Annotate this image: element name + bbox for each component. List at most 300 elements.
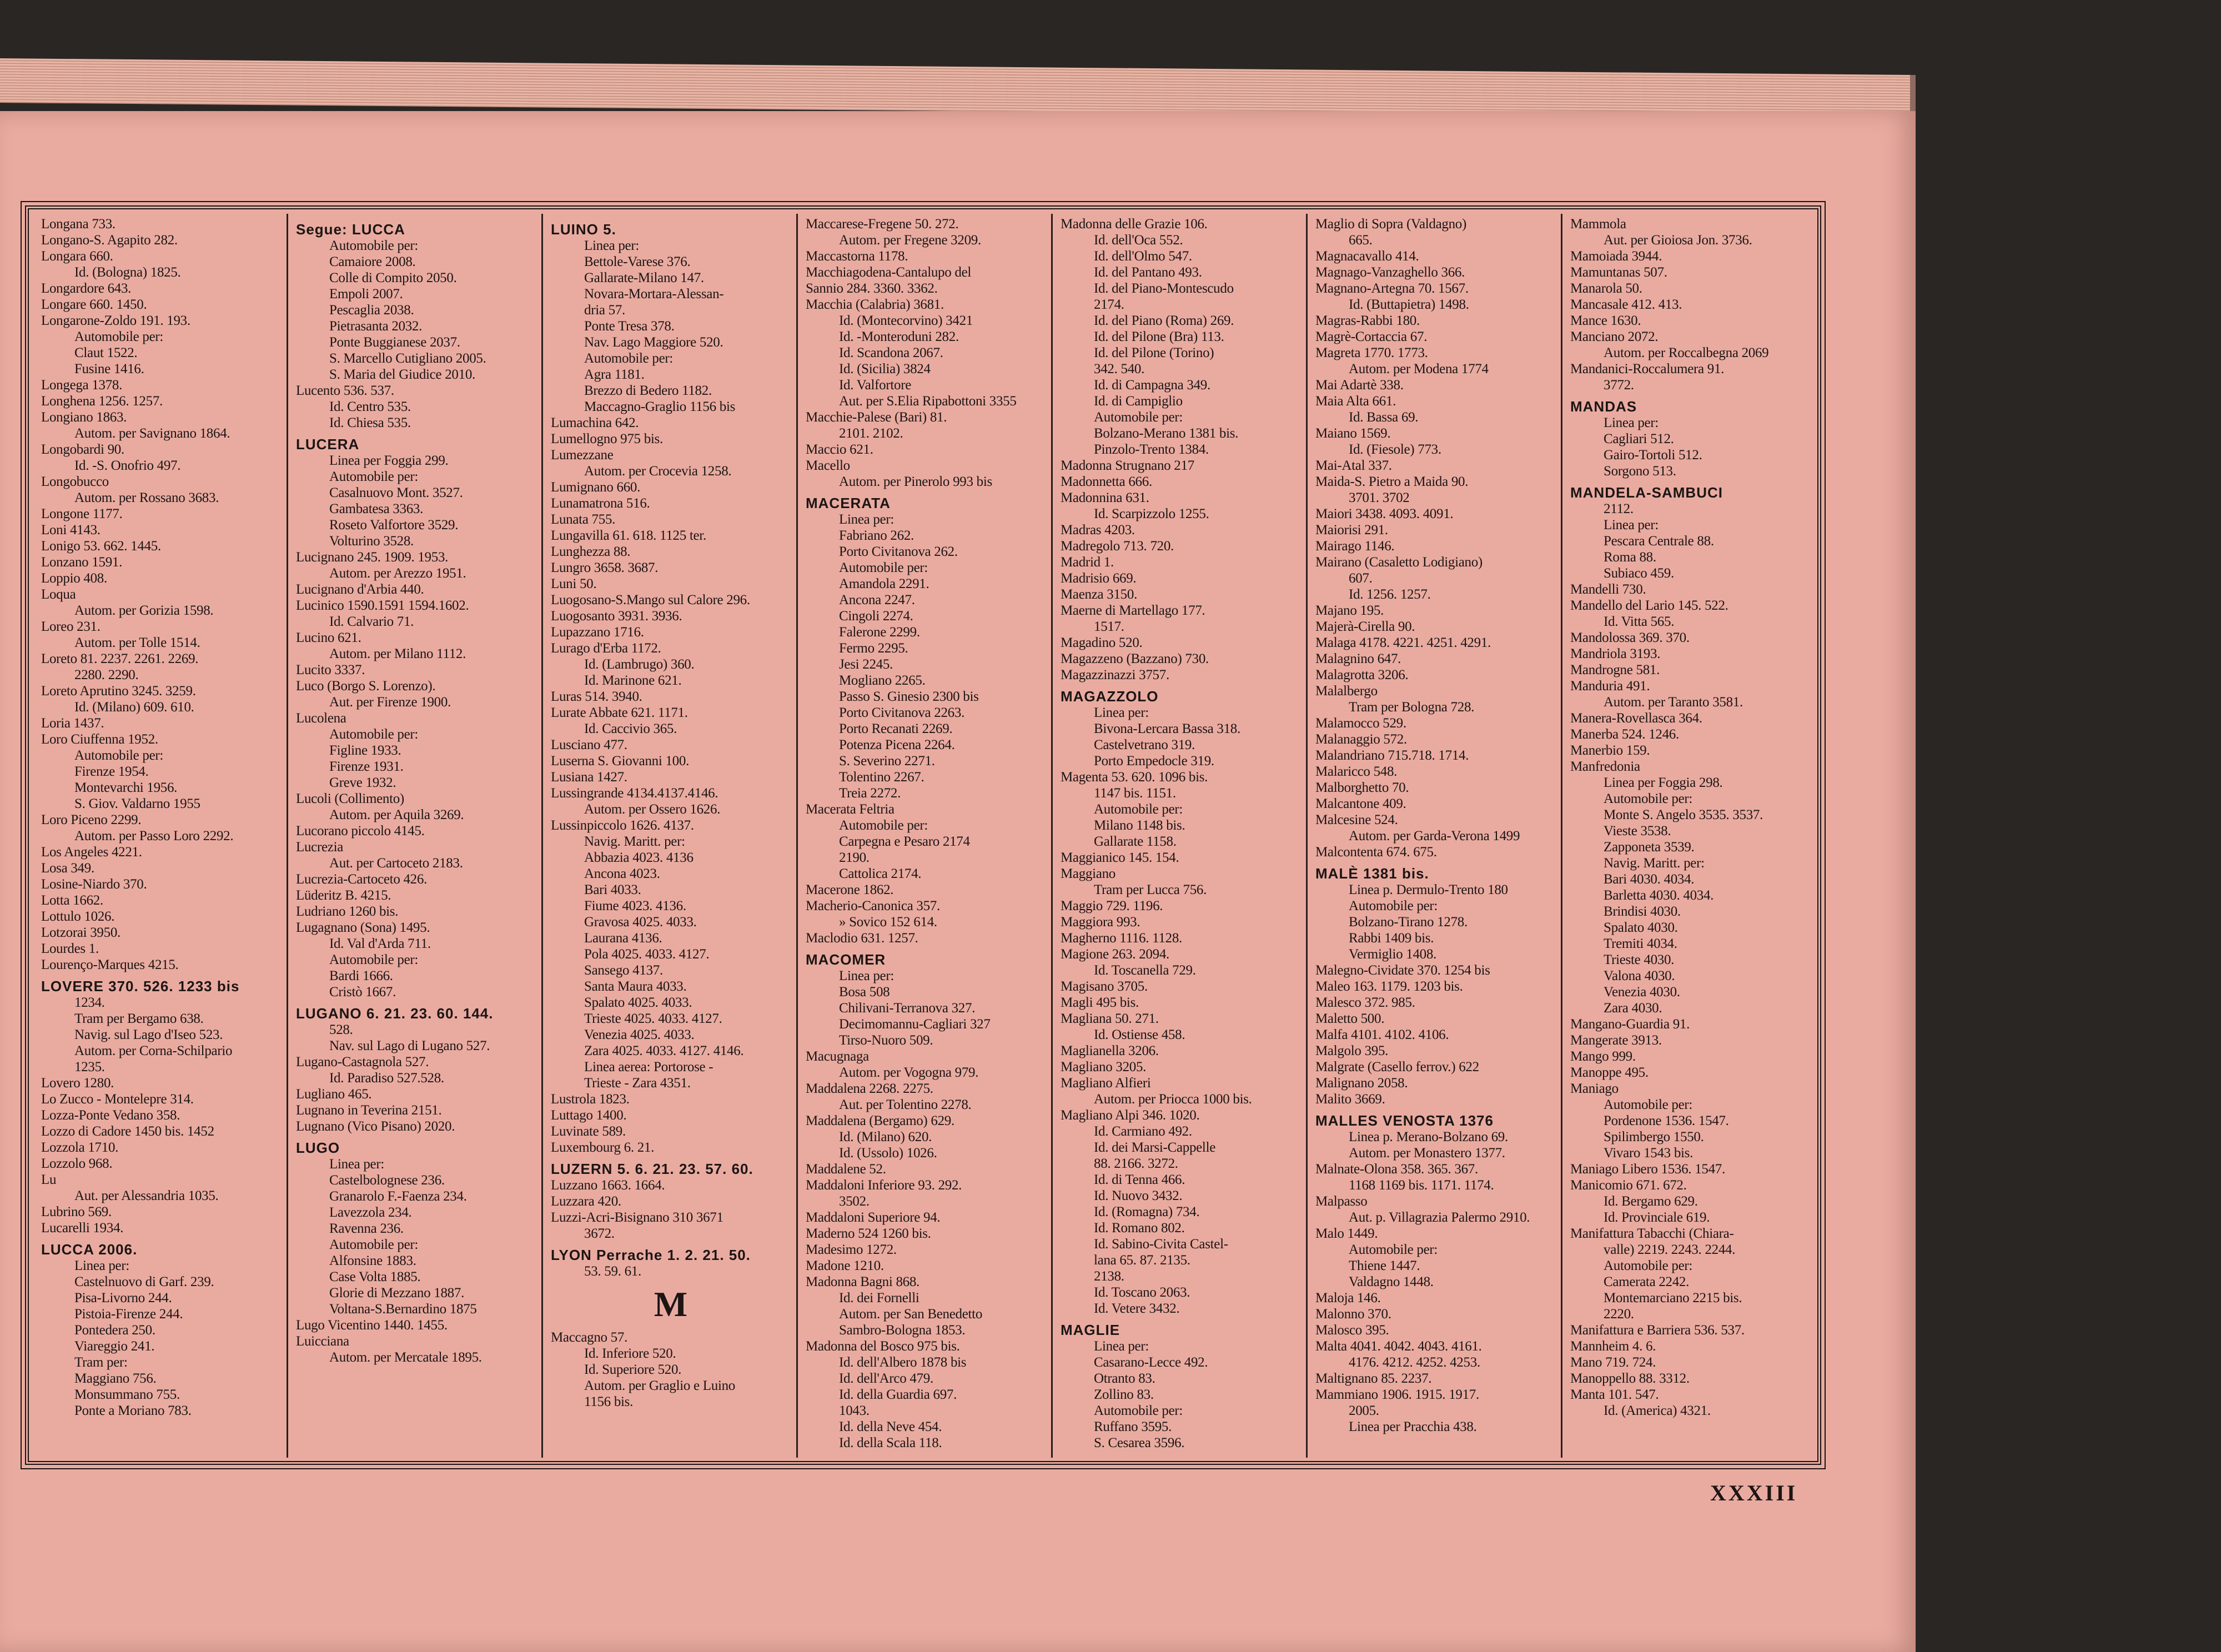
index-entry: Pescara Centrale 88. [1604,534,1714,549]
index-entry: Lozzo di Cadore 1450 bis. 1452 [41,1124,214,1139]
index-entry: Malignano 2058. [1315,1076,1408,1091]
index-entry: Lupazzano 1716. [551,625,644,640]
index-entry: Case Volta 1885. [329,1269,421,1284]
index-entry: Luco (Borgo S. Lorenzo). [296,679,436,694]
index-entry: Venezia 4030. [1604,985,1680,1000]
index-entry: Carpegna e Pesaro 2174 [839,834,970,849]
index-entry: Sannio 284. 3360. 3362. [806,281,938,296]
index-entry: Automobile per: [1604,791,1693,806]
index-entry: Luogosano-S.Mango sul Calore 296. [551,592,750,607]
index-entry: Malonno 370. [1315,1307,1391,1322]
index-entry: Magliana 50. 271. [1061,1011,1159,1026]
index-entry: Id. -Monteroduni 282. [839,329,959,344]
index-entry: Mandrogne 581. [1570,662,1660,677]
index-entry: Pietrasanta 2032. [329,319,423,334]
index-entry: Ruffano 3595. [1094,1419,1172,1434]
index-entry: Bolzano-Merano 1381 bis. [1094,426,1239,441]
index-entry: Tram per Lucca 756. [1094,882,1207,897]
index-entry: Macerata Feltria [806,802,895,817]
index-entry: Subiaco 459. [1604,566,1674,581]
index-entry: Loro Ciuffenna 1952. [41,732,158,747]
index-heading: MACOMER [806,952,886,968]
index-entry: Autom. per Milano 1112. [329,646,466,661]
index-entry: Maccastorna 1178. [806,249,908,264]
index-entry: Id. Paradiso 527.528. [329,1071,444,1086]
index-entry: Maclodio 631. 1257. [806,931,918,946]
index-entry: Ludriano 1260 bis. [296,904,399,919]
index-entry: Id. Toscanella 729. [1094,963,1196,978]
index-entry: Maggiano 756. [74,1371,157,1386]
index-entry: Falerone 2299. [839,625,920,640]
index-entry: Bari 4033. [584,882,641,897]
index-entry: Monte S. Angelo 3535. 3537. [1604,807,1763,822]
index-entry: Madras 4203. [1061,523,1135,538]
index-entry: Malaricco 548. [1315,764,1398,779]
index-entry: Lugagnano (Sona) 1495. [296,920,430,935]
index-entry: Lugnano (Vico Pisano) 2020. [296,1119,455,1134]
index-entry: 528. [329,1022,353,1037]
index-entry: Longarone-Zoldo 191. 193. [41,313,190,328]
index-entry: Magreta 1770. 1773. [1315,345,1428,360]
index-entry: 2280. 2290. [74,667,139,682]
index-entry: Malesco 372. 985. [1315,995,1415,1010]
index-entry: Longana 733. [41,217,115,232]
index-entry: Magliano Alpi 346. 1020. [1061,1108,1200,1123]
index-entry: Vivaro 1543 bis. [1604,1146,1694,1161]
index-entry: Lotta 1662. [41,893,103,908]
index-entry: Vieste 3538. [1604,824,1671,838]
index-entry: Id. (Milano) 620. [839,1129,932,1144]
index-entry: Loppio 408. [41,571,107,586]
index-entry: Id. Provinciale 619. [1604,1210,1710,1225]
index-entry: Loni 4143. [41,523,101,538]
index-entry: Los Angeles 4221. [41,845,142,860]
index-entry: Manifattura e Barriera 536. 537. [1570,1323,1745,1338]
index-entry: Zapponeta 3539. [1604,840,1695,855]
index-entry: Maddalena (Bergamo) 629. [806,1113,954,1128]
index-entry: Madonnina 631. [1061,490,1149,505]
index-entry: 4176. 4212. 4252. 4253. [1349,1355,1480,1370]
index-entry: Lucinico 1590.1591 1594.1602. [296,598,469,613]
index-entry: Decimomannu-Cagliari 327 [839,1017,991,1032]
index-entry: Autom. per Tolle 1514. [74,635,200,650]
index-entry: Fabriano 262. [839,528,914,543]
index-entry: Otranto 83. [1094,1371,1155,1386]
index-entry: Autom. per Passo Loro 2292. [74,828,234,843]
index-entry: Lugo Vicentino 1440. 1455. [296,1318,448,1333]
index-entry: Laurana 4136. [584,931,662,946]
index-entry: Maggiano [1061,866,1115,881]
index-entry: Mangano-Guardia 91. [1570,1017,1690,1032]
index-entry: 1156 bis. [584,1394,634,1409]
index-entry: Automobile per: [74,329,164,344]
index-entry: Id. (Sicilia) 3824 [839,361,931,376]
index-entry: Lüderitz B. 4215. [296,888,391,903]
index-entry: Luxembourg 6. 21. [551,1140,655,1155]
index-entry: Maniago [1570,1081,1619,1096]
index-entry: Longiano 1863. [41,410,127,425]
index-entry: 2101. 2102. [839,426,903,441]
index-entry: Loqua [41,587,76,602]
index-entry: Amandola 2291. [839,576,929,591]
index-entry: Glorie di Mezzano 1887. [329,1286,465,1300]
index-entry: Zara 4025. 4033. 4127. 4146. [584,1043,744,1058]
index-heading: LUZERN 5. 6. 21. 23. 57. 60. [551,1161,753,1177]
index-entry: 2174. [1094,297,1124,312]
index-entry: Id. Bassa 69. [1349,410,1419,425]
index-entry: Viareggio 241. [74,1339,155,1354]
index-entry: Loreo 231. [41,619,101,634]
index-entry: S. Marcello Cutigliano 2005. [329,351,486,366]
index-entry: Maccio 621. [806,442,873,457]
index-entry: Lonigo 53. 662. 1445. [41,539,161,554]
index-heading: MAGAZZOLO [1061,689,1159,705]
index-entry: Jesi 2245. [839,657,893,672]
index-entry: Linea per Foggia 299. [329,453,449,468]
index-entry: Id. Ostiense 458. [1094,1027,1185,1042]
index-entry: Mai Adartè 338. [1315,378,1404,393]
index-entry: Bosa 508 [839,985,890,1000]
index-entry: Luogosanto 3931. 3936. [551,609,682,624]
index-entry: Lumezzane [551,448,614,463]
index-entry: Manera-Rovellasca 364. [1570,711,1702,726]
index-entry: valle) 2219. 2243. 2244. [1604,1242,1736,1257]
index-column [288,214,543,1458]
index-entry: Id. dell'Albero 1878 bis [839,1355,967,1370]
index-entry: Automobile per: [329,469,419,484]
index-entry: Chilivani-Terranova 327. [839,1001,976,1016]
index-entry: 3672. [584,1226,615,1241]
index-entry: Losine-Niardo 370. [41,877,147,892]
index-entry: Automobile per: [1094,1403,1183,1418]
index-entry: Automobile per: [329,952,419,967]
index-entry: Linea p. Dermulo-Trento 180 [1349,882,1508,897]
index-entry: Porto Civitanova 262. [839,544,958,559]
index-entry: Linea per: [1604,415,1659,430]
index-entry: Passo S. Ginesio 2300 bis [839,689,979,704]
index-entry: Firenze 1954. [74,764,149,779]
index-entry: Malgrate (Casello ferrov.) 622 [1315,1060,1479,1074]
index-heading: MACERATA [806,495,891,511]
index-entry: Mance 1630. [1570,313,1641,328]
index-entry: Maccagno-Graglio 1156 bis [584,399,736,414]
index-entry: Lugliano 465. [296,1087,372,1102]
index-entry: Lucrezia [296,840,344,855]
index-entry: Id. Vetere 3432. [1094,1301,1180,1316]
index-entry: Id. Inferiore 520. [584,1346,676,1361]
index-entry: Maiorisi 291. [1315,523,1388,538]
index-entry: Trieste 4025. 4033. 4127. [584,1011,722,1026]
index-entry: Aut. per Cartoceto 2183. [329,856,463,871]
index-entry: Autom. per Arezzo 1951. [329,566,466,581]
index-heading: MANDELA-SAMBUCI [1570,485,1723,501]
index-entry: Id. dell'Olmo 547. [1094,249,1192,264]
index-entry: Venezia 4025. 4033. [584,1027,695,1042]
index-entry: Lubrino 569. [41,1204,112,1219]
index-entry: Manifattura Tabacchi (Chiara- [1570,1226,1734,1241]
index-entry: Autom. per Fregene 3209. [839,233,981,248]
index-entry: dria 57. [584,303,625,318]
index-entry: Madrisio 669. [1061,571,1137,586]
index-entry: Maccagno 57. [551,1330,628,1345]
index-entry: Porto Civitanova 2263. [839,705,965,720]
index-entry: 1235. [74,1060,105,1074]
index-entry: Lozzola 1710. [41,1140,119,1155]
index-entry: Malandriano 715.718. 1714. [1315,748,1469,763]
index-entry: Losa 349. [41,861,94,876]
index-entry: Madregolo 713. 720. [1061,539,1174,554]
index-entry: Linea per: [1094,1339,1149,1354]
index-entry: 3701. 3702 [1349,490,1410,505]
index-entry: Maletto 500. [1315,1011,1385,1026]
index-entry: Autom. per Aquila 3269. [329,807,464,822]
index-entry: Macerone 1862. [806,882,894,897]
index-entry: Mandanici-Roccalumera 91. [1570,361,1725,376]
index-entry: Mannheim 4. 6. [1570,1339,1656,1354]
index-entry: Roma 88. [1604,550,1656,565]
index-entry: Madrid 1. [1061,555,1114,570]
index-entry: Castelbolognese 236. [329,1173,445,1188]
index-entry: Id. (Fiesole) 773. [1349,442,1441,457]
index-entry: Loro Piceno 2299. [41,812,142,827]
index-entry: Id. del Pilone (Torino) [1094,345,1214,360]
index-entry: Automobile per: [1094,410,1183,425]
index-entry: Mammiano 1906. 1915. 1917. [1315,1387,1479,1402]
index-entry: Spalato 4025. 4033. [584,995,692,1010]
index-entry: Lourdes 1. [41,941,99,956]
index-entry: Longare 660. 1450. [41,297,147,312]
index-entry: Lussinpiccolo 1626. 4137. [551,818,694,833]
index-entry: Malfa 4101. 4102. 4106. [1315,1027,1449,1042]
index-entry: Lunamatrona 516. [551,496,650,511]
index-entry: Maddaloni Superiore 94. [806,1210,941,1225]
index-entry: Linea per Pracchia 438. [1349,1419,1477,1434]
index-entry: Casalnuovo Mont. 3527. [329,485,463,500]
index-entry: Id. Caccivio 365. [584,721,677,736]
index-entry: Barletta 4030. 4034. [1604,888,1714,903]
index-entry: Magadino 520. [1061,635,1143,650]
index-entry: Linea per: [74,1258,130,1273]
index-entry: Tram per Bologna 728. [1349,700,1475,715]
index-entry: Magherno 1116. 1128. [1061,931,1182,946]
index-entry: Automobile per: [584,351,674,366]
index-entry: Id. dell'Oca 552. [1094,233,1183,248]
index-entry: 3772. [1604,378,1634,393]
index-entry: Manoppe 495. [1570,1065,1649,1080]
index-heading: Segue: LUCCA [296,222,405,238]
index-heading: LUCCA 2006. [41,1242,138,1258]
index-entry: Id. -S. Onofrio 497. [74,458,181,473]
index-entry: Mandolossa 369. 370. [1570,630,1690,645]
index-entry: Macello [806,458,850,473]
index-column [1053,214,1308,1458]
index-entry: Malta 4041. 4042. 4043. 4161. [1315,1339,1482,1354]
index-entry: Automobile per: [839,818,928,833]
index-entry: Malagrotta 3206. [1315,667,1409,682]
index-entry: Lucino 621. [296,630,361,645]
index-entry: Autom. per Corna-Schilpario [74,1043,233,1058]
index-entry: Granarolo F.-Faenza 234. [329,1189,467,1204]
index-entry: Ancona 2247. [839,592,915,607]
index-entry: Lovero 1280. [41,1076,114,1091]
index-entry: Zollino 83. [1094,1387,1154,1402]
index-entry: Automobile per: [1349,898,1438,913]
index-entry: Id. Sabino-Civita Castel- [1094,1237,1228,1252]
index-entry: Magnacavallo 414. [1315,249,1419,264]
index-entry: Id. dei Marsi-Cappelle [1094,1140,1216,1155]
index-entry: Magnano-Artegna 70. 1567. [1315,281,1469,296]
index-entry: Lungavilla 61. 618. 1125 ter. [551,528,706,543]
index-entry: Pescaglia 2038. [329,303,414,318]
index-entry: Rabbi 1409 bis. [1349,931,1434,946]
index-entry: Gallarate 1158. [1094,834,1177,849]
index-entry: Gallarate-Milano 147. [584,270,704,285]
index-entry: Zara 4030. [1604,1001,1662,1016]
index-entry: Madonna Strugnano 217 [1061,458,1194,473]
index-entry: Cagliari 512. [1604,431,1674,446]
index-entry: Longardore 643. [41,281,132,296]
index-entry: Potenza Picena 2264. [839,737,955,752]
index-entry: Magliano 3205. [1061,1060,1147,1074]
index-entry: Id. Calvario 71. [329,614,414,629]
index-heading: LUGANO 6. 21. 23. 60. 144. [296,1006,494,1022]
index-entry: Malegno-Cividate 370. 1254 bis [1315,963,1490,978]
index-entry: Maniago Libero 1536. 1547. [1570,1162,1725,1177]
index-entry: Malalbergo [1315,684,1378,699]
index-entry: Fiume 4023. 4136. [584,898,686,913]
index-entry: Camerata 2242. [1604,1274,1690,1289]
index-entry: Manarola 50. [1570,281,1642,296]
index-entry: Spilimbergo 1550. [1604,1129,1704,1144]
index-entry: Maddalene 52. [806,1162,886,1177]
index-entry: Monsummano 755. [74,1387,180,1402]
index-entry: Autom. per Vogogna 979. [839,1065,979,1080]
index-entry: Id. Scarpizzolo 1255. [1094,506,1209,521]
index-entry: Maddalena 2268. 2275. [806,1081,933,1096]
index-entry: Mandello del Lario 145. 522. [1570,598,1728,613]
index-entry: S. Cesarea 3596. [1094,1435,1185,1450]
index-entry: Lusciano 477. [551,737,627,752]
index-entry: Lussingrande 4134.4137.4146. [551,786,718,801]
index-entry: Maglianella 3206. [1061,1043,1159,1058]
index-entry: Empoli 2007. [329,287,403,302]
index-entry: 2220. [1604,1307,1634,1322]
index-entry: Automobile per: [839,560,928,575]
index-entry: Madonna Bagni 868. [806,1274,919,1289]
index-entry: Longhena 1256. 1257. [41,394,163,409]
index-entry: Figline 1933. [329,743,401,758]
index-entry: Autom. per San Benedetto [839,1307,983,1322]
index-entry: Macugnaga [806,1049,869,1064]
index-entry: » Sovico 152 614. [839,915,937,930]
index-entry: Id. 1256. 1257. [1349,587,1431,602]
index-entry: Lonzano 1591. [41,555,123,570]
index-entry: Luicciana [296,1334,349,1349]
index-entry: Porto Recanati 2269. [839,721,953,736]
index-entry: Colle di Compito 2050. [329,270,457,285]
index-entry: lana 65. 87. 2135. [1094,1253,1190,1268]
index-entry: Abbazia 4023. 4136 [584,850,694,865]
index-entry: Id. (Bologna) 1825. [74,265,181,280]
index-entry: Pordenone 1536. 1547. [1604,1113,1729,1128]
index-entry: 2190. [839,850,870,865]
index-entry: Malborghetto 70. [1315,780,1409,795]
index-entry: Lungro 3658. 3687. [551,560,659,575]
index-entry: Luttago 1400. [551,1108,627,1123]
index-entry: Lucito 3337. [296,662,365,677]
index-entry: Mancasale 412. 413. [1570,297,1682,312]
index-entry: Id. (America) 4321. [1604,1403,1711,1418]
index-entry: Luzzara 420. [551,1194,621,1209]
index-entry: Malcesine 524. [1315,812,1398,827]
index-entry: Id. Bergamo 629. [1604,1194,1698,1209]
index-entry: Ancona 4023. [584,866,660,881]
index-entry: Treia 2272. [839,786,901,801]
index-entry: Mai-Atal 337. [1315,458,1392,473]
index-entry: Mandelli 730. [1570,582,1646,597]
index-entry: Linea per: [584,238,640,253]
index-entry: Id. (Buttapietra) 1498. [1349,297,1469,312]
index-entry: 1517. [1094,619,1124,634]
index-entry: Aut. per Tolentino 2278. [839,1097,972,1112]
index-entry: 665. [1349,233,1373,248]
index-entry: Linea per: [839,512,895,527]
index-entry: Manoppello 88. 3312. [1570,1371,1690,1386]
index-entry: Malcantone 409. [1315,796,1406,811]
index-entry: Roseto Valfortore 3529. [329,518,459,533]
index-entry: Fermo 2295. [839,641,908,656]
index-entry: Autom. per Graglio e Luino [584,1378,735,1393]
index-entry: 342. 540. [1094,361,1145,376]
index-heading: LUINO 5. [551,222,616,238]
index-entry: Bardi 1666. [329,968,393,983]
index-entry: Autom. per Rossano 3683. [74,490,219,505]
index-entry: Lurate Abbate 621. 1171. [551,705,688,720]
index-entry: Lunghezza 88. [551,544,631,559]
index-entry: Casarano-Lecce 492. [1094,1355,1208,1370]
index-entry: Agra 1181. [584,367,645,382]
index-entry: Loreto 81. 2237. 2261. 2269. [41,651,199,666]
index-entry: Id. del Pilone (Bra) 113. [1094,329,1224,344]
index-entry: Magli 495 bis. [1061,995,1139,1010]
index-entry: Luserna S. Giovanni 100. [551,754,690,769]
index-entry: Id. della Neve 454. [839,1419,942,1434]
index-entry: Pisa-Livorno 244. [74,1291,172,1305]
index-entry: Gambatesa 3363. [329,501,424,516]
index-entry: Id. Romano 802. [1094,1221,1185,1236]
index-entry: Id. Centro 535. [329,399,411,414]
index-entry: Magazzeno (Bazzano) 730. [1061,651,1209,666]
index-entry: Autom. per Mercatale 1895. [329,1350,482,1365]
index-entry: Maderno 524 1260 bis. [806,1226,931,1241]
index-entry: Lucarelli 1934. [41,1221,124,1236]
index-entry: Lu [41,1172,57,1187]
index-entry: Lottulo 1026. [41,909,115,924]
index-entry: Majano 195. [1315,603,1384,618]
index-entry: Id. dei Fornelli [839,1291,919,1305]
index-entry: Valona 4030. [1604,968,1675,983]
index-entry: Manta 101. 547. [1570,1387,1659,1402]
index-entry: Malcontenta 674. 675. [1315,845,1437,860]
index-entry: Nav. Lago Maggiore 520. [584,335,723,350]
index-entry: Longara 660. [41,249,113,264]
index-entry: Navig. sul Lago d'Iseo 523. [74,1027,223,1042]
index-entry: Id. Marinone 621. [584,673,682,688]
index-entry: Autom. per Crocevia 1258. [584,464,732,479]
index-entry: Lozzolo 968. [41,1156,113,1171]
index-entry: Loreto Aprutino 3245. 3259. [41,684,196,699]
index-entry: Lavezzola 234. [329,1205,412,1220]
